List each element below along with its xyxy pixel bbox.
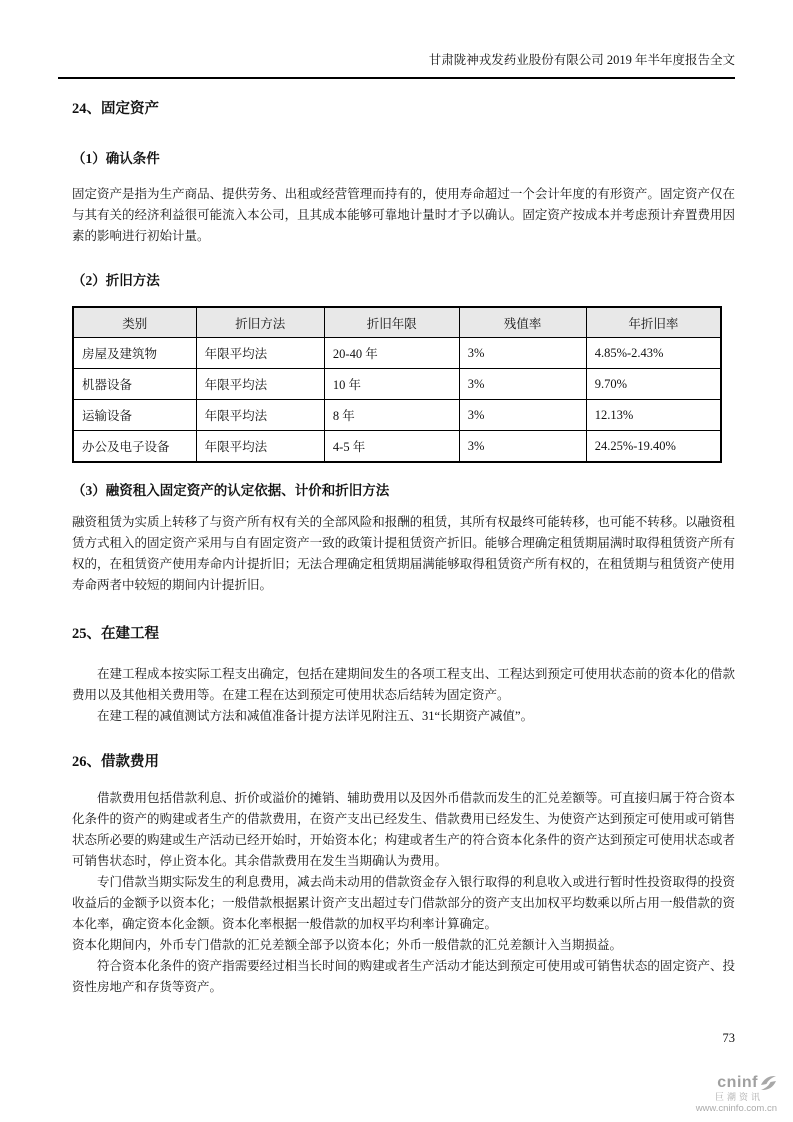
table-header-residual-rate: 残值率 — [459, 307, 586, 338]
table-header-method: 折旧方法 — [196, 307, 324, 338]
table-row — [73, 400, 721, 431]
table-cell: 3% — [459, 400, 586, 431]
section-24-1-paragraph: 固定资产是指为生产商品、提供劳务、出租或经营管理而持有的，使用寿命超过一个会计年度的有形资产。固定资产仅在与其有关的经济利益很可能流入本公司，且其成本能够可靠地计量时才予以确认。固定资产按成本并考虑预计弃置费用因素的影响进行初始计量。 — [72, 187, 735, 243]
section-25-paragraph-1: 在建工程成本按实际工程支出确定，包括在建期间发生的各项工程支出、工程达到预定可使用状态前的资本化的借款费用以及其他相关费用等。在建工程在达到预定可使用状态后结转为固定资产。 — [72, 667, 735, 702]
table-cell: 4.85%-2.43% — [586, 338, 721, 369]
cninfo-logo-text: cninf — [717, 1074, 758, 1091]
doc-header-title: 甘肃陇神戎发药业股份有限公司 2019 年半年度报告全文 — [428, 53, 735, 67]
page-number: 73 — [722, 1031, 735, 1045]
table-cell: 9.70% — [586, 369, 721, 400]
section-26-paragraph-3: 资本化期间内，外币专门借款的汇兑差额全部予以资本化；外币一般借款的汇兑差额计入当期损益。 — [72, 938, 623, 952]
cninfo-logo — [696, 1074, 777, 1115]
depreciation-table — [72, 306, 722, 463]
section-24-heading: 24、固定资产 — [72, 101, 159, 117]
table-cell: 24.25%-19.40% — [586, 431, 721, 463]
table-cell: 3% — [459, 338, 586, 369]
section-24-2-heading: （2）折旧方法 — [72, 273, 160, 288]
table-cell: 3% — [459, 431, 586, 463]
cninfo-logo-name: 巨潮资讯 — [714, 1091, 763, 1102]
section-26-heading: 26、借款费用 — [72, 754, 159, 770]
table-cell: 运输设备 — [73, 400, 196, 431]
section-26-paragraph-2: 专门借款当期实际发生的利息费用，减去尚未动用的借款资金存入银行取得的利息收入或进行暂时性投资取得的投资收益后的金额予以资本化；一般借款根据累计资产支出超过专门借款部分的资产支出加权平均数乘以所占用一般借款的资本化率，确定资本化金额。资本化率根据一般借款的加权平均利率计算确定。 — [72, 875, 735, 931]
section-26-paragraph-1: 借款费用包括借款利息、折价或溢价的摊销、辅助费用以及因外币借款而发生的汇兑差额等。可直接归属于符合资本化条件的资产的购建或者生产的借款费用，在资产支出已经发生、借款费用已经发生、为使资产达到预定可使用或可销售状态所必要的购建或生产活动已经开始时，开始资本化；构建或者生产的符合资本化条件的资产达到预定可使用状态或者可销售状态时，停止资本化。其余借款费用在发生当期确认为费用。 — [72, 791, 735, 868]
section-25-paragraph-2: 在建工程的减值测试方法和减值准备计提方法详见附注五、31“长期资产减值”。 — [97, 709, 534, 723]
table-cell: 4-5 年 — [324, 431, 459, 463]
table-row — [73, 369, 721, 400]
section-24-3-heading: （3）融资租入固定资产的认定依据、计价和折旧方法 — [72, 483, 390, 498]
table-cell: 年限平均法 — [196, 369, 324, 400]
table-header-years: 折旧年限 — [324, 307, 459, 338]
section-24-1-heading: （1）确认条件 — [72, 151, 160, 166]
table-cell: 机器设备 — [73, 369, 196, 400]
table-row — [73, 431, 721, 463]
table-header-row — [73, 307, 721, 338]
table-cell: 3% — [459, 369, 586, 400]
table-header-annual-rate: 年折旧率 — [586, 307, 721, 338]
cninfo-logo-url: www.cninfo.com.cn — [695, 1103, 777, 1115]
section-24-3-paragraph: 融资租赁为实质上转移了与资产所有权有关的全部风险和报酬的租赁，其所有权最终可能转移，也可能不转移。以融资租赁方式租入的固定资产采用与自有固定资产一致的政策计提租赁资产折旧。能够合理确定租赁期届满时取得租赁资产所有权的，在租赁资产使用寿命内计提折旧；无法合理确定租赁期届满能够取得租赁资产所有权的，在租赁期与租赁资产使用寿命两者中较短的期间内计提折旧。 — [72, 515, 735, 592]
table-cell: 10 年 — [324, 369, 459, 400]
cninfo-swirl-icon — [760, 1075, 777, 1091]
table-cell: 房屋及建筑物 — [73, 338, 196, 369]
table-header-category: 类别 — [73, 307, 196, 338]
table-cell: 12.13% — [586, 400, 721, 431]
table-cell: 年限平均法 — [196, 400, 324, 431]
table-cell: 8 年 — [324, 400, 459, 431]
table-cell: 办公及电子设备 — [73, 431, 196, 463]
doc-header — [58, 52, 735, 79]
table-cell: 20-40 年 — [324, 338, 459, 369]
section-25-heading: 25、在建工程 — [72, 626, 159, 642]
section-26-paragraph-4: 符合资本化条件的资产指需要经过相当长时间的购建或者生产活动才能达到预定可使用或可销售状态的固定资产、投资性房地产和存货等资产。 — [72, 959, 735, 994]
table-cell: 年限平均法 — [196, 338, 324, 369]
table-row — [73, 338, 721, 369]
table-cell: 年限平均法 — [196, 431, 324, 463]
